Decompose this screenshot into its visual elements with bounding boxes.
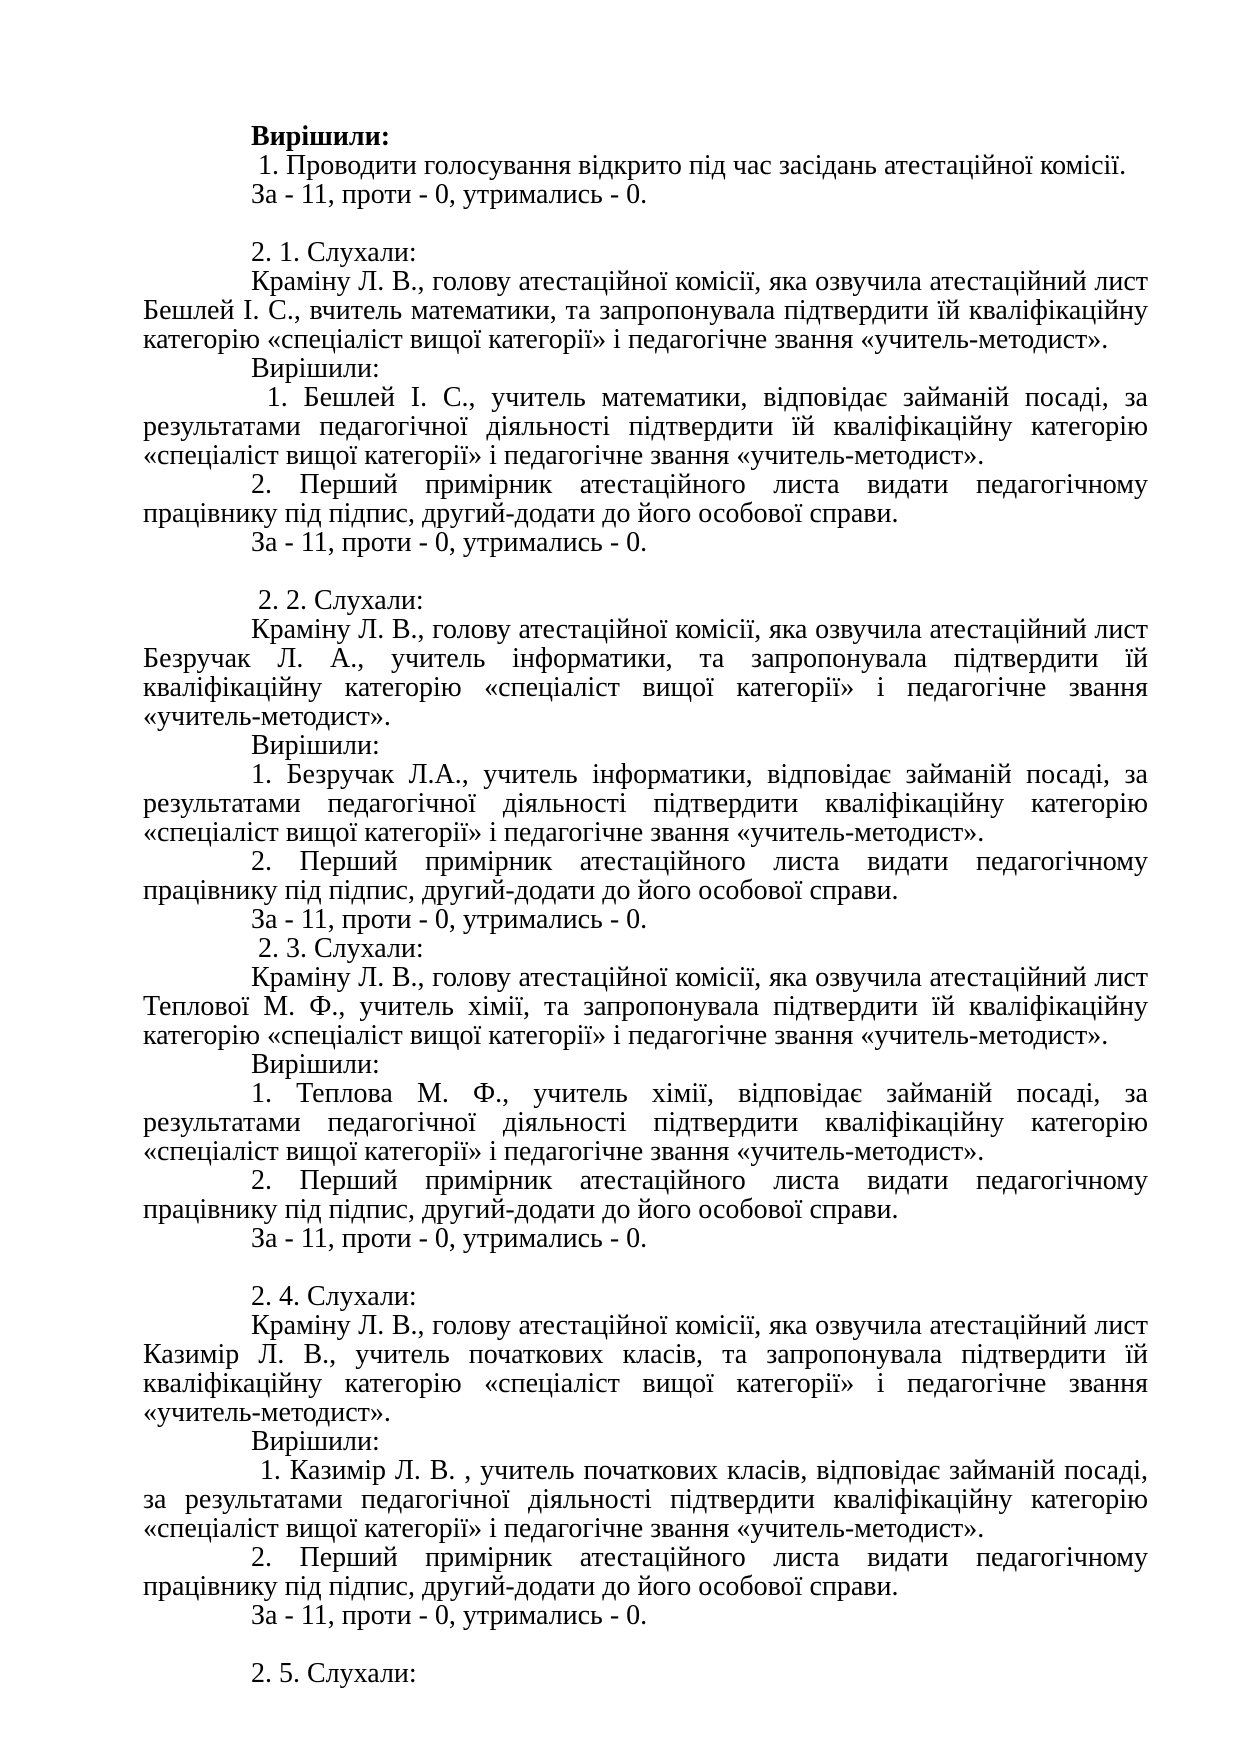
paragraph: 2. 3. Слухали: xyxy=(251,933,424,964)
paragraph: Вирішили: xyxy=(251,121,391,152)
blank-line xyxy=(143,1630,1148,1659)
paragraph: 2. 2. Слухали: xyxy=(251,585,424,616)
paragraph: За - 11, проти - 0, утримались - 0. xyxy=(251,179,648,210)
paragraph: 1. Проводити голосування відкрито під час засідань атестаційної комісії. xyxy=(251,150,1127,181)
paragraph: За - 11, проти - 0, утримались - 0. xyxy=(251,1600,648,1631)
paragraph: 1. Казимір Л. В. , учитель початкових класів, відповідає займаній посаді, за результатами педагогічної діяльності підтвердити кваліфікаційну категорію «спеціаліст вищої категорії» і педагогічне звання «учитель-методист». xyxy=(143,1455,1148,1544)
paragraph: 1. Теплова М. Ф., учитель хімії, відповідає займаній посаді, за результатами педагогічної діяльності підтвердити кваліфікаційну категорію «спеціаліст вищої категорії» і педагогічне звання «учитель-методист». xyxy=(143,1078,1148,1167)
paragraph: 2. Перший примірник атестаційного листа видати педагогічному працівнику під підпис, другий-додати до його особової справи. xyxy=(143,469,1148,529)
paragraph: За - 11, проти - 0, утримались - 0. xyxy=(251,527,648,558)
document-body xyxy=(143,122,1148,1688)
paragraph: Краміну Л. В., голову атестаційної комісії, яка озвучила атестаційний лист Безручак Л. А., учитель інформатики, та запропонувала підтвердити їй кваліфікаційну категорію «спеціаліст вищої категорії» і педагогічне звання «учитель-методист». xyxy=(143,614,1148,732)
paragraph: 2. Перший примірник атестаційного листа видати педагогічному працівнику під підпис, другий-додати до його особової справи. xyxy=(143,1542,1148,1602)
paragraph: Вирішили: xyxy=(251,1426,380,1457)
blank-line xyxy=(143,209,1148,238)
paragraph: Краміну Л. В., голову атестаційної комісії, яка озвучила атестаційний лист Теплової М. Ф., учитель хімії, та запропонувала підтвердити їй кваліфікаційну категорію «спеціаліст вищої категорії» і педагогічне звання «учитель-методист». xyxy=(143,962,1148,1051)
paragraph: 1. Бешлей І. С., учитель математики, відповідає займаній посаді, за результатами педагогічної діяльності підтвердити їй кваліфікаційну категорію «спеціаліст вищої категорії» і педагогічне звання «учитель-методист». xyxy=(143,382,1148,471)
paragraph: 2. Перший примірник атестаційного листа видати педагогічному працівнику під підпис, другий-додати до його особової справи. xyxy=(143,846,1148,906)
blank-line xyxy=(143,557,1148,586)
paragraph: Вирішили: xyxy=(251,1049,380,1080)
paragraph: За - 11, проти - 0, утримались - 0. xyxy=(251,1223,648,1254)
paragraph: 2. 4. Слухали: xyxy=(251,1281,417,1312)
paragraph: 2. 1. Слухали: xyxy=(251,237,417,268)
blank-line xyxy=(143,1253,1148,1282)
paragraph: Краміну Л. В., голову атестаційної комісії, яка озвучила атестаційний лист Бешлей І. С., вчитель математики, та запропонувала підтвердити їй кваліфікаційну категорію «спеціаліст вищої категорії» і педагогічне звання «учитель-методист». xyxy=(143,266,1148,355)
paragraph: 2. 5. Слухали: xyxy=(251,1658,417,1689)
paragraph: Вирішили: xyxy=(251,353,380,384)
paragraph: 2. Перший примірник атестаційного листа видати педагогічному працівнику під підпис, другий-додати до його особової справи. xyxy=(143,1165,1148,1225)
paragraph: За - 11, проти - 0, утримались - 0. xyxy=(251,904,648,935)
paragraph: 1. Безручак Л.А., учитель інформатики, відповідає займаній посаді, за результатами педагогічної діяльності підтвердити кваліфікаційну категорію «спеціаліст вищої категорії» і педагогічне звання «учитель-методист». xyxy=(143,759,1148,848)
paragraph: Вирішили: xyxy=(251,730,380,761)
paragraph: Краміну Л. В., голову атестаційної комісії, яка озвучила атестаційний лист Казимір Л. В., учитель початкових класів, та запропонувала підтвердити їй кваліфікаційну категорію «спеціаліст вищої категорії» і педагогічне звання «учитель-методист». xyxy=(143,1310,1148,1428)
